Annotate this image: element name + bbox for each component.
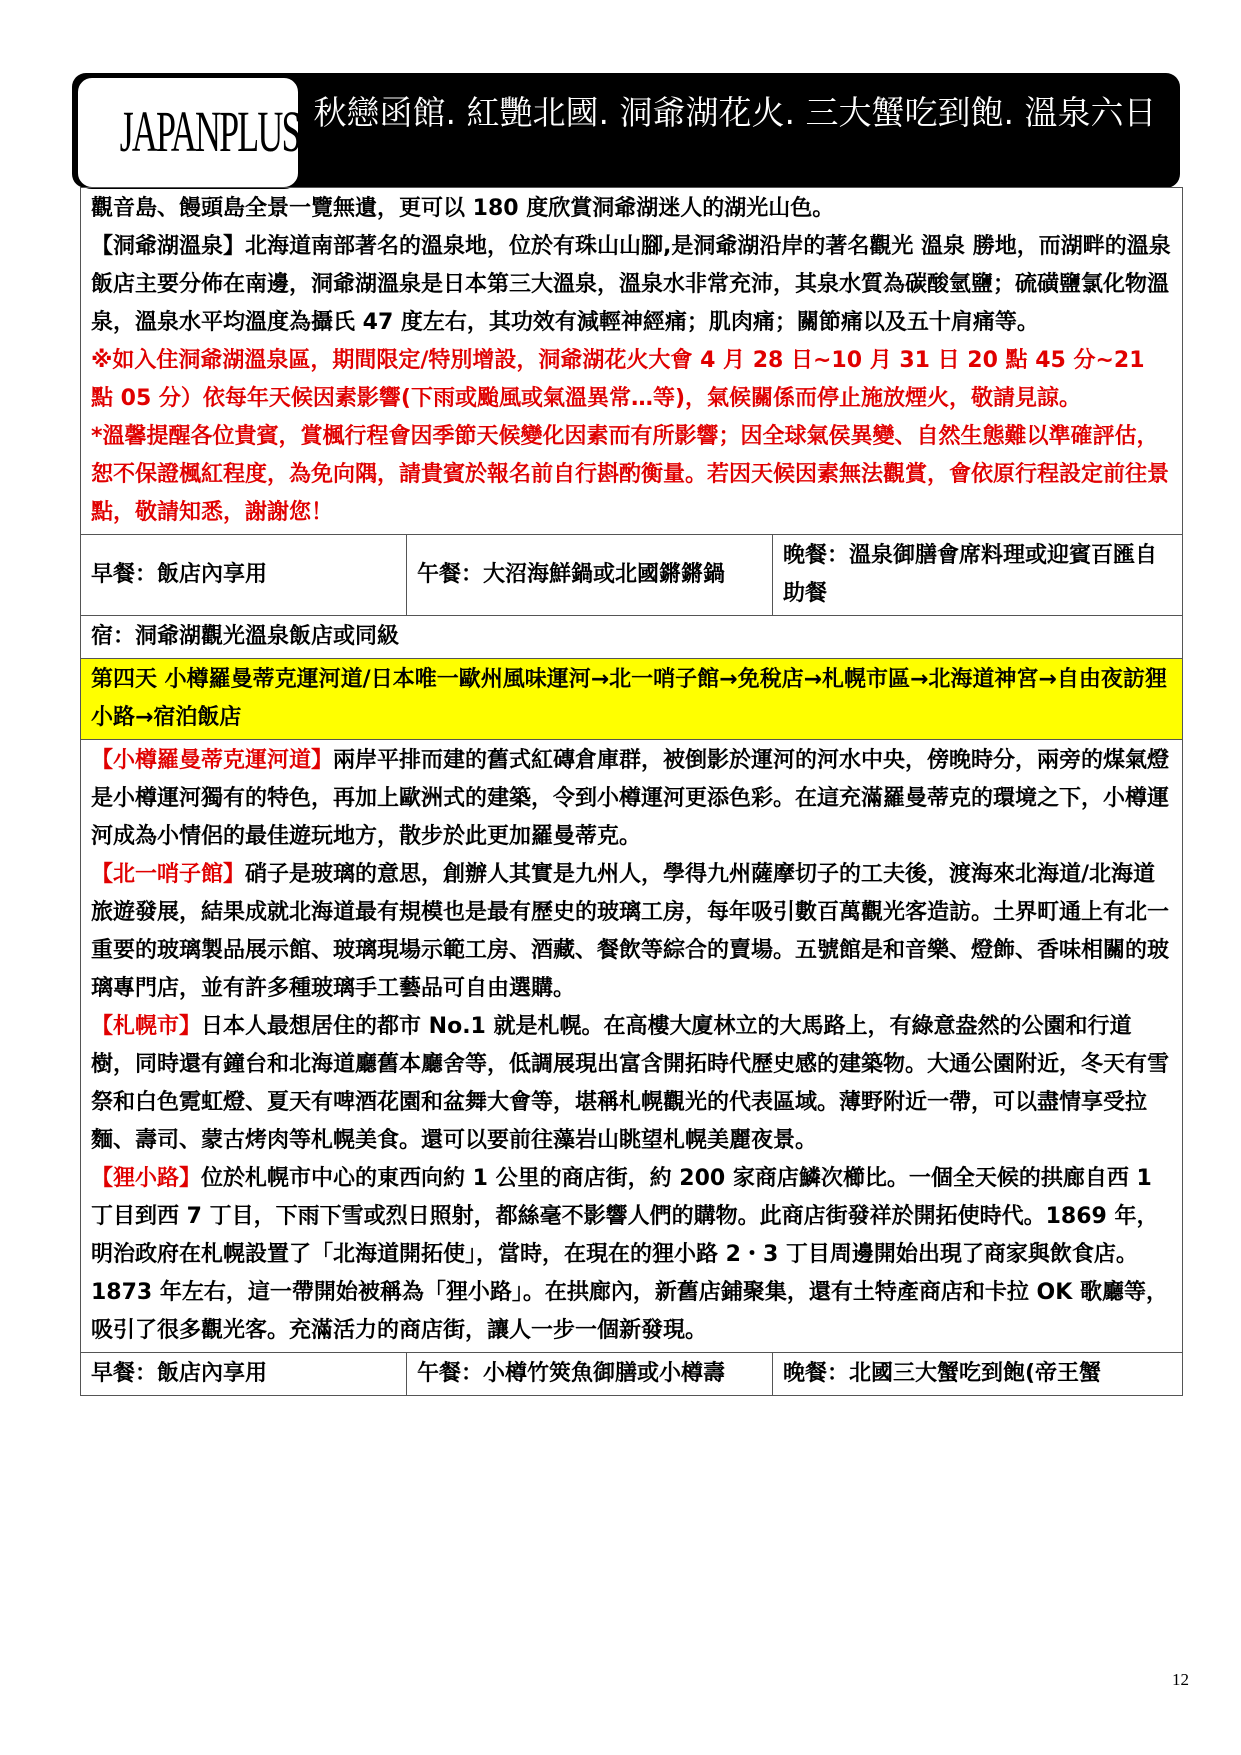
sapporo-heading: 【札幌市】 xyxy=(91,1014,202,1039)
tanukikoji-paragraph xyxy=(91,1160,1172,1350)
day4-lunch: 午餐：小樽竹筴魚御膳或小樽壽 xyxy=(407,1353,773,1396)
kitaichi-glass-paragraph xyxy=(91,856,1172,1008)
fireworks-notice: ※如入住洞爺湖溫泉區，期間限定/特別增設，洞爺湖花火大會 4 月 28 日~10 月 31 日 20 點 45 分~21 點 05 分）依每年天候因素影響(下雨或颱風或氣溫異常…等)，氣候關係而停止施放煙火，敬請見諒。 xyxy=(91,348,1145,411)
otaru-canal-paragraph xyxy=(91,742,1172,856)
day3-description xyxy=(81,188,1183,535)
day4-title: 第四天 小樽羅曼蒂克運河道/日本唯一歐州風味運河→北一哨子館→免稅店→札幌市區→北海道神宮→自由夜訪狸小路→宿泊飯店 xyxy=(81,659,1183,740)
sapporo-text: 日本人最想居住的都市 No.1 就是札幌。在高樓大廈林立的大馬路上，有綠意盎然的公園和行道樹，同時還有鐘台和北海道廳舊本廳舍等，低調展現出富含開拓時代歷史感的建築物。大通公園附近，冬天有雪祭和白色霓虹燈、夏天有啤酒花園和盆舞大會等，堪稱札幌觀光的代表區域。薄野附近一帶，可以盡情享受拉麵、壽司、蒙古烤肉等札幌美食。還可以要前往藻岩山眺望札幌美麗夜景。 xyxy=(91,1014,1170,1153)
day3-breakfast: 早餐：飯店內享用 xyxy=(81,535,407,616)
itinerary-table xyxy=(80,187,1183,1396)
day3-hotel: 宿：洞爺湖觀光溫泉飯店或同級 xyxy=(81,616,1183,659)
maple-notice: *溫馨提醒各位貴賓，賞楓行程會因季節天候變化因素而有所影響；因全球氣侯異變、自然生態難以準確評估，恕不保證楓紅程度，為免向隅，請貴賓於報名前自行斟酌衡量。若因天候因素無法觀賞，會依原行程設定前往景點，敬請知悉，謝謝您！ xyxy=(91,424,1170,525)
toya-onsen-paragraph xyxy=(91,228,1172,342)
kitaichi-glass-text: 硝子是玻璃的意思，創辦人其實是九州人，學得九州薩摩切子的工夫後，渡海來北海道/北海道旅遊發展，結果成就北海道最有規模也是最有歷史的玻璃工房，每年吸引數百萬觀光客造訪。土界町通上有北一重要的玻璃製品展示館、玻璃現場示範工房、酒藏、餐飲等綜合的賣場。五號館是和音樂、燈飾、香味相關的玻璃專門店，並有許多種玻璃手工藝品可自由選購。 xyxy=(91,862,1170,1001)
day4-description xyxy=(81,740,1183,1353)
page-number: 12 xyxy=(1172,1670,1189,1689)
sapporo-paragraph xyxy=(91,1008,1172,1160)
logo-text: JAPANPLUS xyxy=(119,99,300,164)
otaru-canal-text: 兩岸平排而建的舊式紅磚倉庫群，被倒影於運河的河水中央，傍晚時分，兩旁的煤氣燈是小樽運河獨有的特色，再加上歐洲式的建築，令到小樽運河更添色彩。在這充滿羅曼蒂克的環境之下，小樽運河成為小情侶的最佳遊玩地方，散步於此更加羅曼蒂克。 xyxy=(91,748,1170,849)
logo xyxy=(76,76,300,189)
tanukikoji-heading: 【狸小路】 xyxy=(91,1166,202,1191)
day3-lunch: 午餐：大沼海鮮鍋或北國鏘鏘鍋 xyxy=(407,535,773,616)
otaru-canal-heading: 【小樽羅曼蒂克運河道】 xyxy=(91,748,334,773)
day3-intro: 觀音島、饅頭島全景一覽無遺，更可以 180 度欣賞洞爺湖迷人的湖光山色。 xyxy=(91,196,835,221)
day3-dinner: 晚餐：溫泉御膳會席料理或迎賓百匯自助餐 xyxy=(773,535,1183,616)
page-title: 秋戀函館. 紅艷北國. 洞爺湖花火. 三大蟹吃到飽. 溫泉六日 xyxy=(313,93,1157,132)
day4-breakfast: 早餐：飯店內享用 xyxy=(81,1353,407,1396)
toya-onsen-heading: 【洞爺湖溫泉】 xyxy=(91,234,246,259)
tanukikoji-text: 位於札幌市中心的東西向約 1 公里的商店街，約 200 家商店鱗次櫛比。一個全天候的拱廊自西 1 丁目到西 7 丁目，下雨下雪或烈日照射，都絲毫不影響人們的購物。此商店街發祥於開拓使時代。1869 年，明治政府在札幌設置了「北海道開拓使」，當時，在現在的狸小路 2・3 丁目周邊開始出現了商家與飲食店。1873 年左右，這一帶開始被稱為「狸小路」。在拱廊內，新舊店鋪聚集，還有土特產商店和卡拉 OK 歌廳等，吸引了很多觀光客。充滿活力的商店街，讓人一步一個新發現。 xyxy=(91,1166,1168,1343)
day4-dinner: 晚餐：北國三大蟹吃到飽(帝王蟹 xyxy=(773,1353,1183,1396)
toya-onsen-text: 北海道南部著名的溫泉地，位於有珠山山腳,是洞爺湖沿岸的著名觀光 溫泉 勝地，而湖畔的溫泉飯店主要分佈在南邊，洞爺湖溫泉是日本第三大溫泉，溫泉水非常充沛，其泉水質為碳酸氫鹽；硫磺鹽氯化物溫泉，溫泉水平均溫度為攝氏 47 度左右，其功效有減輕神經痛；肌肉痛；關節痛以及五十肩痛等。 xyxy=(91,234,1171,335)
kitaichi-glass-heading: 【北一哨子館】 xyxy=(91,862,246,887)
